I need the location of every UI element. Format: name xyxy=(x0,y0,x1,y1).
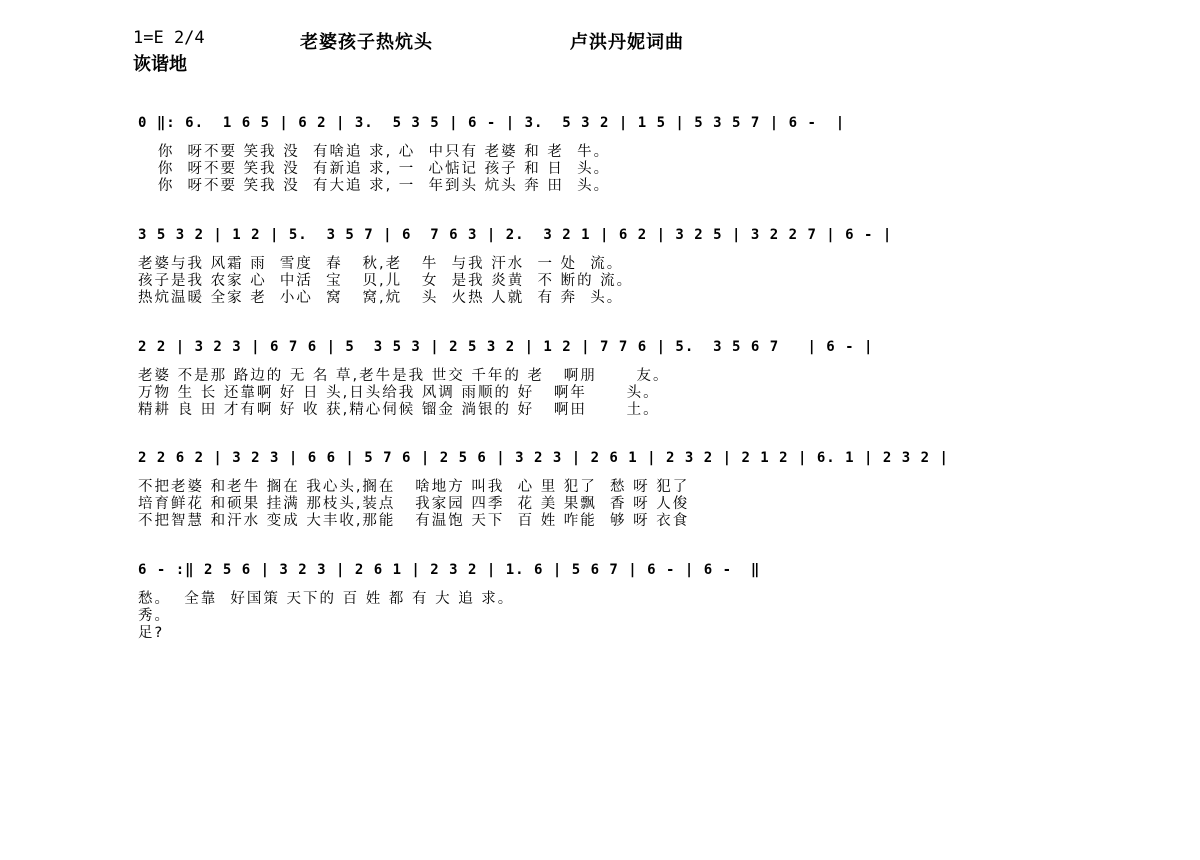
lyric-verse-2: 万物 生 长 还靠啊 好 日 头,日头给我 风调 雨顺的 好 啊年 头。 xyxy=(138,385,660,401)
lyric-verse-2: 孩子是我 农家 心 中活 宝 贝,儿 女 是我 炎黄 不 断的 流。 xyxy=(138,273,634,289)
lyric-verse-3: 热炕温暖 全家 老 小心 窝 窝,炕 头 火热 人就 有 奔 头。 xyxy=(138,290,624,306)
notation-line: 3 5 3 2 | 1 2 | 5. 3 5 7 | 6 7 6 3 | 2. 3 2 1 | 6 2 | 3 2 5 | 3 2 2 7 | 6 - | xyxy=(138,227,893,243)
lyric-verse-1: 你 呀不要 笑我 没 有啥追 求, 心 中只有 老婆 和 老 牛。 xyxy=(138,144,611,160)
lyric-verse-2: 你 呀不要 笑我 没 有新追 求, 一 心惦记 孩子 和 日 头。 xyxy=(138,161,611,177)
lyric-verse-3: 你 呀不要 笑我 没 有大追 求, 一 年到头 炕头 奔 田 头。 xyxy=(138,178,611,194)
lyric-verse-1: 老婆与我 风霜 雨 雪度 春 秋,老 牛 与我 汗水 一 处 流。 xyxy=(138,256,624,272)
lyric-verse-1: 老婆 不是那 路边的 无 名 草,老牛是我 世交 千年的 老 啊朋 友。 xyxy=(138,368,670,384)
song-title: 老婆孩子热炕头 xyxy=(300,32,433,53)
lyric-verse-2: 培育鲜花 和硕果 挂满 那枝头,装点 我家园 四季 花 美 果飘 香 呀 人俊 xyxy=(138,496,690,512)
notation-line: 2 2 6 2 | 3 2 3 | 6 6 | 5 7 6 | 2 5 6 | 3 2 3 | 2 6 1 | 2 3 2 | 2 1 2 | 6. 1 | 2 3 2 | xyxy=(138,450,949,466)
score-header xyxy=(0,28,1200,78)
lyric-verse-3: 足? xyxy=(138,625,165,641)
notation-line: 6 - :‖ 2 5 6 | 3 2 3 | 2 6 1 | 2 3 2 | 1. 6 | 5 6 7 | 6 - | 6 - ‖ xyxy=(138,562,761,578)
notation-line: 2 2 | 3 2 3 | 6 7 6 | 5 3 5 3 | 2 5 3 2 | 1 2 | 7 7 6 | 5. 3 5 6 7 | 6 - | xyxy=(138,339,874,355)
expression-marking: 诙谐地 xyxy=(133,54,187,75)
lyric-verse-1: 不把老婆 和老牛 搁在 我心头,搁在 啥地方 叫我 心 里 犯了 愁 呀 犯了 xyxy=(138,479,690,495)
song-credits: 卢洪丹妮词曲 xyxy=(570,32,684,53)
key-time-signature: 1=E 2/4 xyxy=(133,28,205,48)
lyric-verse-3: 精耕 良 田 才有啊 好 收 获,精心伺候 镏金 淌银的 好 啊田 土。 xyxy=(138,402,660,418)
lyric-verse-2: 秀。 xyxy=(138,608,171,624)
lyric-verse-3: 不把智慧 和汗水 变成 大丰收,那能 有温饱 天下 百 姓 咋能 够 呀 衣食 xyxy=(138,513,690,529)
notation-line: 0 ‖: 6. 1 6 5 | 6 2 | 3. 5 3 5 | 6 - | 3. 5 3 2 | 1 5 | 5 3 5 7 | 6 - | xyxy=(138,115,846,131)
lyric-verse-1: 愁。 全靠 好国策 天下的 百 姓 都 有 大 追 求。 xyxy=(138,591,515,607)
